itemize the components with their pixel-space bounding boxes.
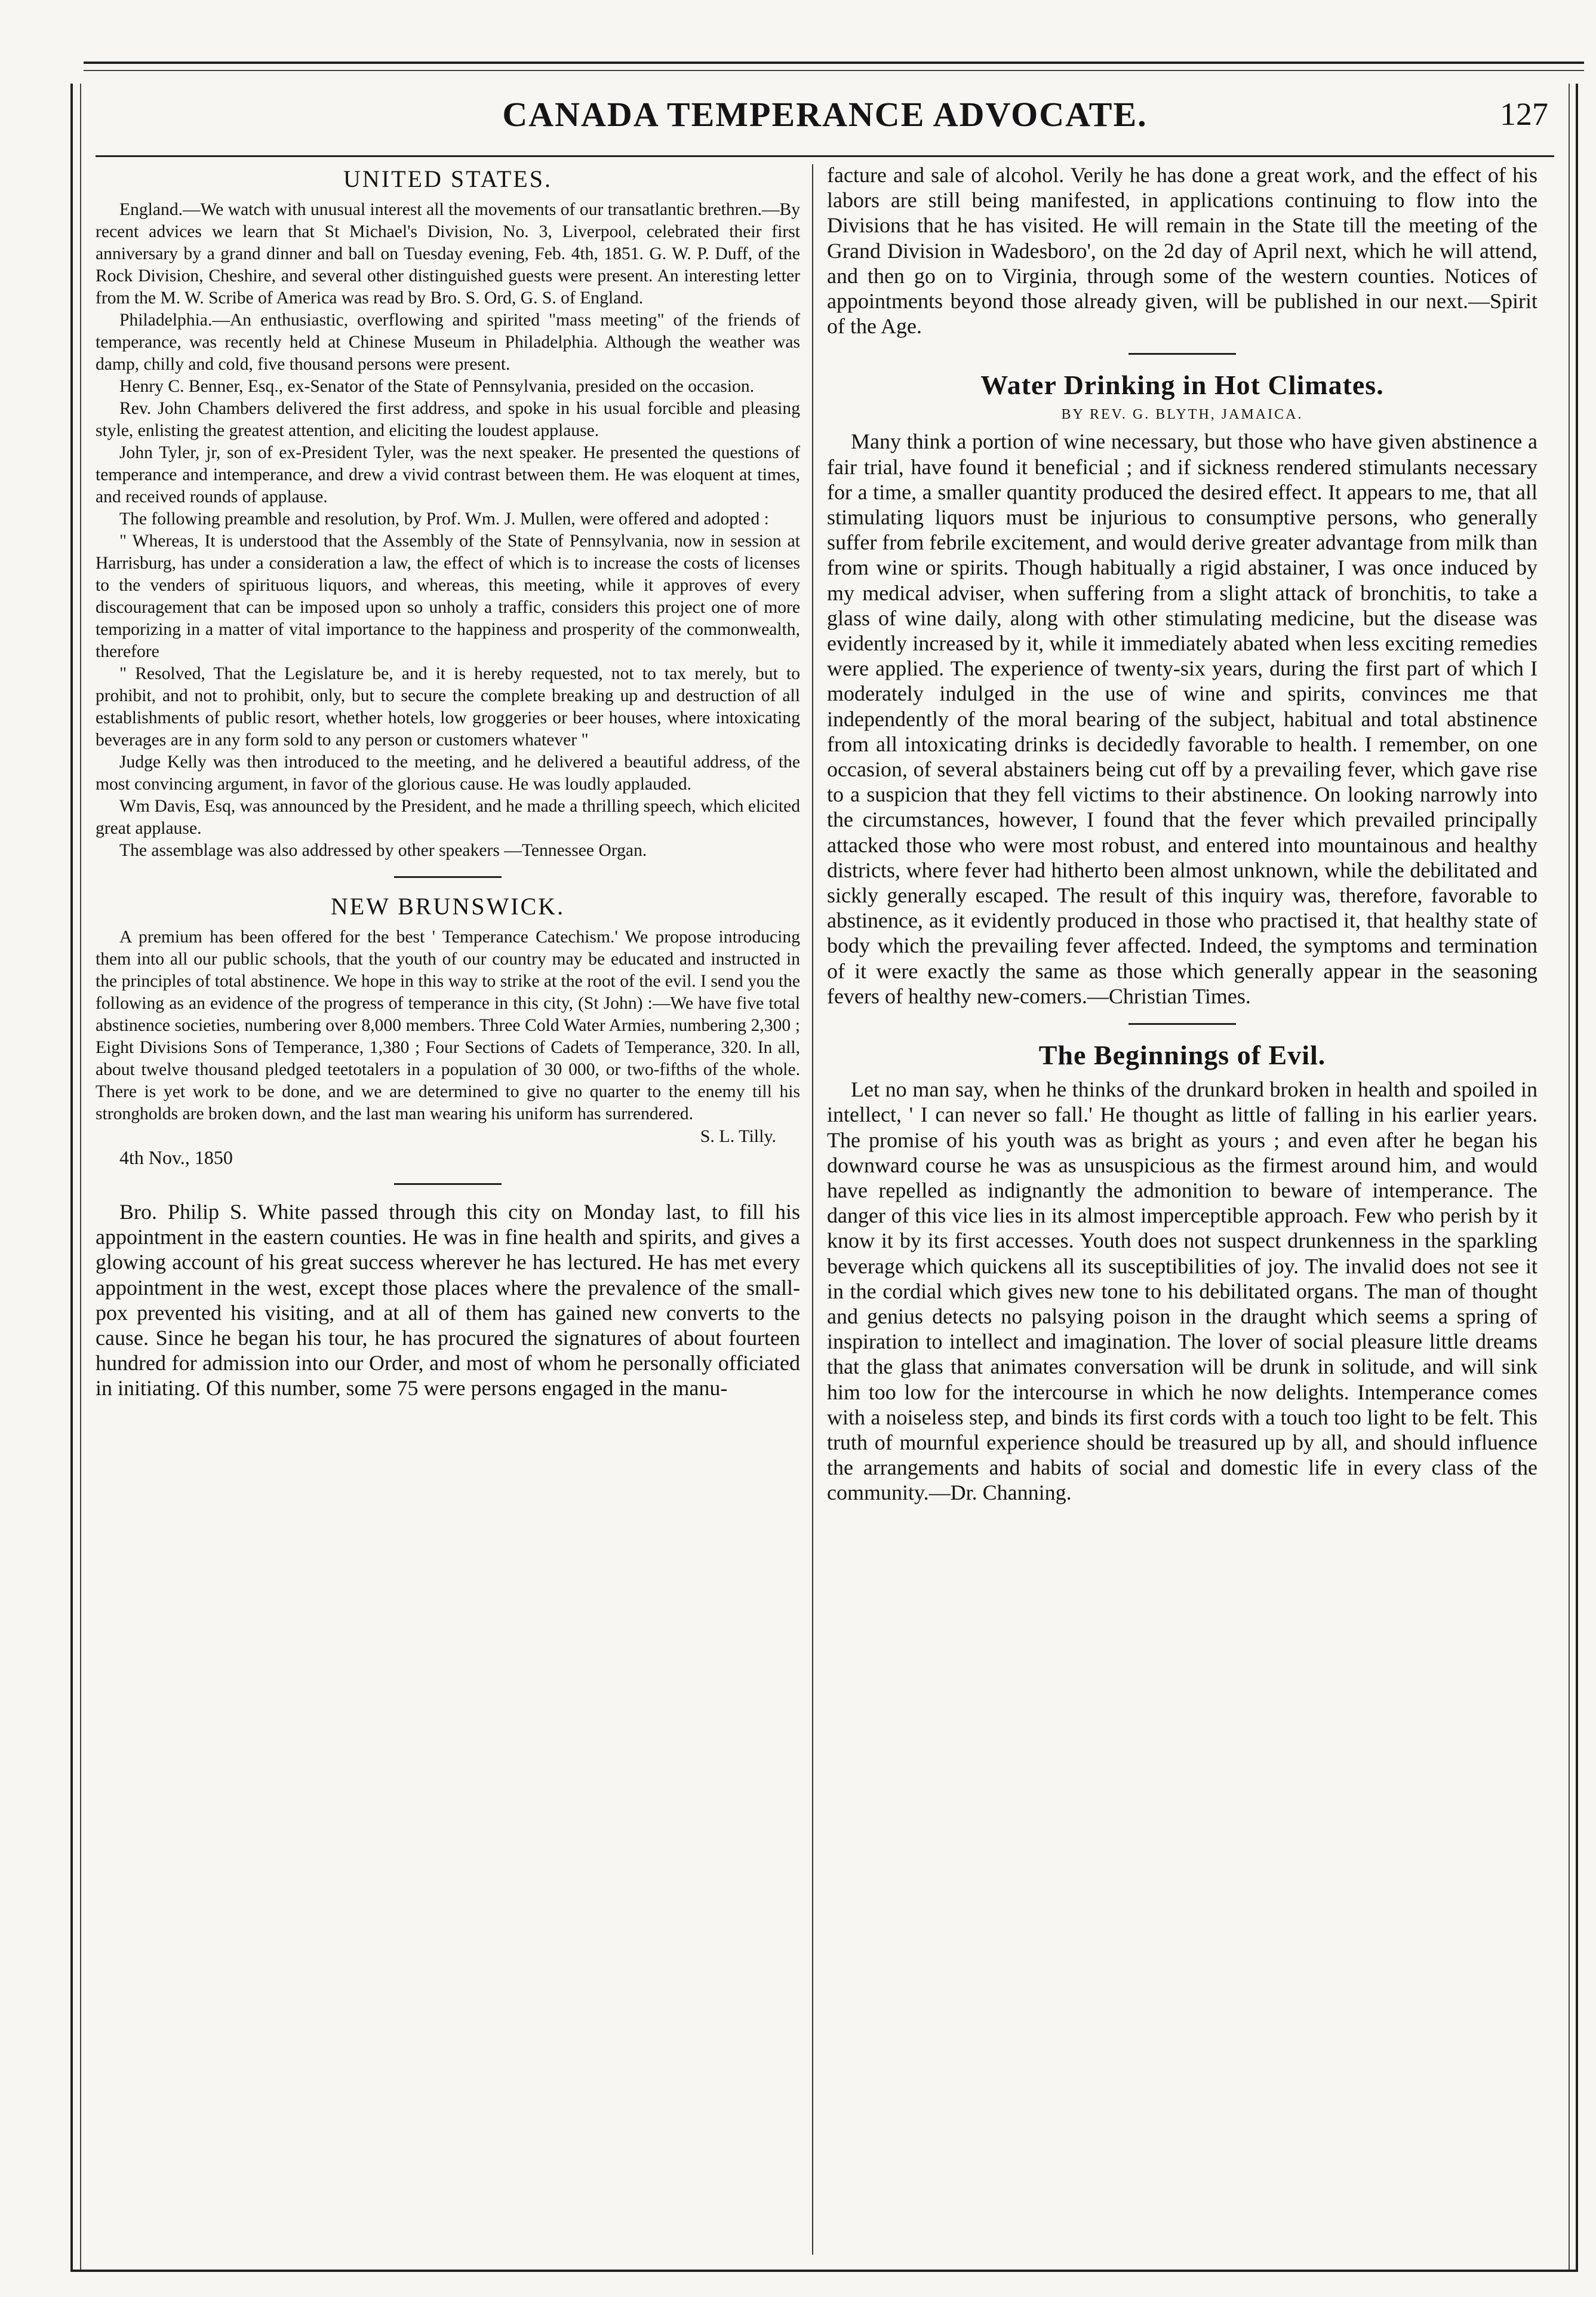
article-united-states (96, 165, 800, 862)
paragraph: Many think a portion of wine necessary, but those who have given abstinence a fair trial, have found it beneficial ; and if sickness rendered stimulants necessary for a time, a smaller quantity produced the desired effect. It appears to me, that all stimulating liquors must be injurious to consumptive persons, who generally suffer from febrile excitement, and would derive greater advantage from milk than from wine or spirits. Though habitually a rigid abstainer, I was once induced by my medical adviser, when suffering from a slight attack of bronchitis, to take a glass of wine daily, along with other stimulating medicine, but the disease was evidently increased by it, while it immediately abated when less exciting remedies were applied. The experience of twenty-six years, during the first part of which I moderately indulged in the use of wine and spirits, convinces me that independently of the moral bearing of the subject, habitual and total abstinence from all intoxicating drinks is decidedly favorable to health. I remember, on one occasion, of several abstainers being cut off by a prevailing fever, which gave rise to a suspicion that they fell victims to their abstinence. On looking narrowly into the circumstances, however, I found that the fever which prevailed principally attacked those who were most robust, and entered into mountainous and healthy districts, where fever had hitherto been almost unknown, while the debilitated and sickly generally escaped. The result of this inquiry was, therefore, favorable to abstinence, as it evidently produced in those who practised it, that healthy state of body which the prevailing fever affected. Indeed, the symptoms and termination of it were exactly the same as those which generally appear in the seasoning fevers of healthy new-comers.—Christian Times. (827, 429, 1537, 1008)
article-new-brunswick (96, 892, 800, 1169)
paragraph: facture and sale of alcohol. Verily he has done a great work, and the effect of his labors are still being manifested, in applications continuing to flow into the Divisions that he has visited. He will remain in the State till the meeting of the Grand Division in Wadesboro', on the 2d day of April next, which he will attend, and then go on to Virginia, through some of the western counties. Notices of appointments beyond those already given, will be published in our next.—Spirit of the Age. (827, 163, 1537, 339)
page-number: 127 (1500, 96, 1548, 132)
paragraph: Henry C. Benner, Esq., ex-Senator of the State of Pennsylvania, presided on the occasion. (119, 377, 755, 396)
page-header (96, 90, 1554, 157)
paragraph: Judge Kelly was then introduced to the meeting, and he delivered a beautiful address, of the most convincing argument, in favor of the glorious cause. He was loudly applauded. (96, 753, 800, 794)
paragraph: Rev. John Chambers delivered the first address, and spoke in his usual forcible and pleasing style, enlisting the greatest attention, and eliciting the loudest applause. (96, 399, 800, 440)
section-title-water-drinking: Water Drinking in Hot Climates. (980, 370, 1384, 401)
paragraph: Wm Davis, Esq, was announced by the President, and he made a thrilling speech, which elicited great applause. (96, 797, 800, 838)
signature: S. L. Tilly. (700, 1126, 776, 1146)
section-title-beginnings-of-evil: The Beginnings of Evil. (1038, 1040, 1326, 1071)
section-divider (1128, 353, 1236, 355)
section-divider (394, 1183, 502, 1185)
paragraph: " Resolved, That the Legislature be, and it is hereby requested, not to tax merely, but to prohibit, and not to prohibit, only, but to secure the complete breaking up and destruction of all establishments of public resort, whether hotels, low groggeries or beer houses, where intoxicating beverages are in any form sold to any person or customers whatever " (96, 664, 800, 750)
byline: BY REV. G. BLYTH, JAMAICA. (1061, 407, 1303, 423)
paragraph: England.—We watch with unusual interest all the movements of our transatlantic brethren.—By recent advices we learn that St Michael's Division, No. 3, Liverpool, celebrated their first anniversary by a grand dinner and ball on Tuesday evening, Feb. 4th, 1851. G. W. P. Duff, of the Rock Division, Cheshire, and several other distinguished guests were present. An interesting letter from the M. W. Scribe of America was read by Bro. S. Ord, G. S. of England. (96, 200, 800, 308)
left-column (96, 162, 800, 2261)
dateline: 4th Nov., 1850 (119, 1147, 233, 1168)
article-continuation (827, 162, 1537, 339)
paragraph: A premium has been offered for the best ' Temperance Catechism.' We propose introducing them into all our public schools, that the youth of our country may be educated and instructed in the principles of total abstinence. We hope in this way to strike at the root of the evil. I send you the following as an evidence of the progress of temperance in this city, (St John) :—We have five total abstinence societies, numbering over 8,000 members. Three Cold Water Armies, numbering 2,300 ; Eight Divisions Sons of Temperance, 1,380 ; Four Sections of Cadets of Temperance, 320. In all, about twelve thousand pledged teetotalers in a population of 30 000, or two-fifths of the whole. There is yet work to be done, and we are determined to give no quarter to the enemy till his strongholds are broken down, and the last man wearing his uniform has surrendered. (96, 928, 800, 1123)
paragraph: " Whereas, It is understood that the Assembly of the State of Pennsylvania, now in session at Harrisburg, has under a consideration a law, the effect of which is to increase the costs of licenses to the venders of spirituous liquors, and whereas, this meeting, while it approves of every discouragement that can be imposed upon so unholy a traffic, considers this project one of more temporizing in a matter of vital importance to the happiness and prosperity of the commonwealth, therefore (96, 532, 800, 661)
section-title-united-states: UNITED STATES. (343, 165, 552, 192)
right-column (827, 162, 1537, 2261)
paragraph: Bro. Philip S. White passed through this city on Monday last, to fill his appointment in the eastern counties. He was in fine health and spirits, and gives a glowing account of his great success wherever he has lectured. He has met every appointment in the west, except those places where the prevalence of the small-pox prevented his visiting, and at all of them has gained new converts to the cause. Since he began his tour, he has procured the signatures of about fourteen hundred for admission into our Order, and most of whom he personally officiated in initiating. Of this number, some 75 were persons engaged in the manu- (96, 1200, 800, 1401)
section-divider (1128, 1023, 1236, 1025)
border-right (1569, 84, 1578, 2270)
paragraph: The following preamble and resolution, by Prof. Wm. J. Mullen, were offered and adopted : (119, 509, 769, 529)
column-rule (812, 164, 813, 2255)
paragraph: Philadelphia.—An enthusiastic, overflowing and spirited "mass meeting" of the friends of temperance, was recently held at Chinese Museum in Philadelphia. Although the weather was damp, chilly and cold, five thousand persons were present. (96, 311, 800, 374)
article-philip-white (96, 1199, 800, 1401)
paragraph: Let no man say, when he thinks of the drunkard broken in health and spoiled in intellect, ' I can never so fall.' He thought as little of falling in his earlier years. The promise of his youth was as bright as yours ; and even after he began his downward course he was as unsuspicious as the firmest around him, and would have repelled as indignantly the admonition to beware of intemperance. The danger of this vice lies in its almost imperceptible approach. Few who perish by it know it by its first accesses. Youth does not suspect drunkenness in the sparkling beverage which quickens all its susceptibilities of joy. The invalid does not see it in the cordial which gives new tone to his debilitated organs. The man of thought and genius detects no palsying poison in the draught which seems a spring of inspiration to intellect and imagination. The lover of social pleasure little dreams that the glass that animates conversation will be drunk in solitude, and will sink him too low for the intercourse in which he now delights. Intemperance comes with a noiseless step, and binds its first cords with a touch too light to be felt. This truth of mournful experience should be treasured up by all, and should influence the arrangements and habits of social and domestic life in every class of the community.—Dr. Channing. (827, 1077, 1537, 1505)
paragraph: The assemblage was also addressed by other speakers —Tennessee Organ. (119, 841, 647, 860)
section-divider (394, 876, 502, 878)
paragraph: John Tyler, jr, son of ex-President Tyler, was the next speaker. He presented the questions of temperance and intemperance, and drew a vivid contrast between them. He was eloquent at times, and received rounds of applause. (96, 443, 800, 506)
border-left (70, 84, 81, 2270)
section-title-new-brunswick: NEW BRUNSWICK. (330, 893, 565, 920)
border-top (84, 62, 1584, 71)
border-bottom (70, 2270, 1578, 2272)
running-title: CANADA TEMPERANCE ADVOCATE. (502, 95, 1148, 134)
article-water-drinking (827, 369, 1537, 1009)
article-beginnings-of-evil (827, 1039, 1537, 1505)
